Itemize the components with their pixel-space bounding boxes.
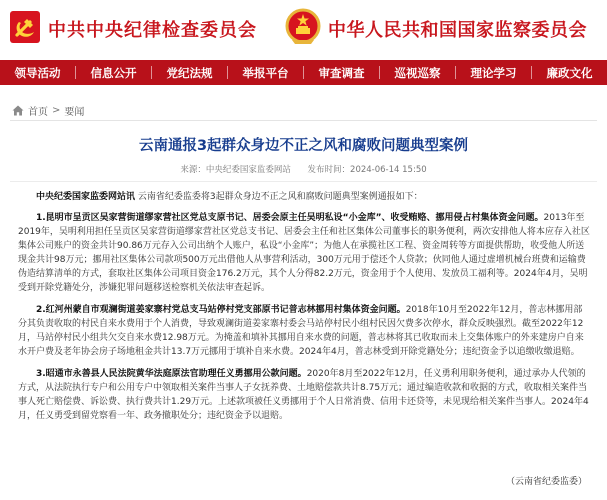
- article-source: 来源：中央纪委国家监委网站: [180, 165, 291, 175]
- article-body: [18, 190, 591, 431]
- case-heading-3: 3.昭通市永善县人民法院黄华法庭原法官助理任义勇挪用公款问题。: [36, 369, 307, 379]
- nav-item-theory[interactable]: 理论学习: [470, 65, 517, 80]
- nsc-site-title[interactable]: 中华人民共和国国家监察委员会: [328, 20, 587, 41]
- article-title: 云南通报3起群众身边不正之风和腐败问题典型案例: [138, 138, 469, 154]
- breadcrumb-current[interactable]: 要闻: [64, 107, 85, 118]
- nav-item-inspection[interactable]: 巡视巡察: [394, 65, 441, 80]
- lead-source: 中央纪委国家监委网站讯: [36, 192, 136, 202]
- case-heading-1: 1.昆明市呈贡区吴家营街道缪家营社区党总支原书记、居委会原主任吴明私设“小金库”、收受贿赂、挪用侵占村集体资金问题。: [36, 213, 544, 223]
- party-emblem-icon: [10, 11, 40, 43]
- nav-item-leadership[interactable]: 领导活动: [14, 65, 61, 80]
- site-header: [0, 0, 607, 60]
- nav-item-disclosure[interactable]: 信息公开: [90, 65, 137, 80]
- home-icon: [12, 105, 24, 116]
- article-date: 发布时间：2024-06-14 15:50: [307, 165, 427, 175]
- meta-divider: [10, 181, 597, 182]
- nav-item-culture[interactable]: 廉政文化: [546, 65, 593, 80]
- breadcrumb: [12, 103, 84, 118]
- nav-item-investigation[interactable]: 审查调查: [318, 65, 365, 80]
- national-emblem-icon: [285, 8, 321, 46]
- case-body-2: 2018年10月至2022年12月，普志林挪用部分其负责收取的村民自来水费用于个人消费，导致观澜街道姜家寨村委会马站停村民小组村民因欠费多次停水，群众反映强烈。截至2022年12月，马站停村民小组共欠交自来水费12.98万元。为掩盖和填补其挪用自来水费的问题，普志林将其已收取而未上交集体账户的外来建房户自来水开户费及老年协会房子场地租金共计13.7万元挪用于填补自来水费。2024年4月，普志林受到开除党籍处分；违纪资金予以追缴收缴退赔。: [18, 305, 584, 357]
- case-body-1: 2013年至2019年，吴明利用担任呈贡区吴家营街道缪家营社区党总支书记、居委会主任和社区集体公司董事长的职务便利，两次安排他人将本应存入社区集体公司账户的资金共计90.86万元存入公司出纳个人账户，私设“小金库”；为他人在承揽社区工程、资金周转等方面提供帮助，收受他人所送现金共计98万元；挪用社区集体公司款项500万元出借他人从事营利活动，300万元用于偿还个人贷款；伙同他人通过虚增机械台班费和运输费伪造结算清单的方式，套取社区集体公司项目资金176.2万元，其个人分得82.2万元，资金用于个人使用、发放员工福利等。2024年4月，吴明受到开除党籍处分，涉嫌犯罪问题移送检察机关依法审查起诉。: [18, 213, 590, 293]
- main-nav: [0, 60, 607, 85]
- lead-paragraph: [18, 190, 591, 204]
- nav-item-regulations[interactable]: 党纪法规: [166, 65, 213, 80]
- case-paragraph-3: [18, 367, 591, 423]
- case-body-3: 2020年8月至2022年12月，任义勇利用职务便利，通过承办人代领的方式，从法院执行专户和公用专户中领取相关案件当事人子女抚养费、土地赔偿款共计8.75万元；通过编造收款和收据的方式，收取相关案件当事人死亡赔偿费、诉讼费、执行费共计1.29万元。上述款项被任义勇挪用于个人日常消费、信用卡还贷等，未见现给相关案件当事人。2024年4月，任义勇受到留党察看一年、政务撤职处分；违纪资金予以退赔。: [18, 369, 589, 421]
- breadcrumb-home[interactable]: 首页: [28, 107, 48, 118]
- article-footer-source: （云南省纪委监委）: [505, 477, 587, 487]
- case-paragraph-1: [18, 211, 591, 295]
- breadcrumb-divider: [10, 120, 597, 121]
- lead-text: 云南省纪委监委将3起群众身边不正之风和腐败问题典型案例通报如下：: [137, 192, 423, 202]
- article-meta: [0, 163, 607, 175]
- breadcrumb-separator: >: [52, 105, 61, 116]
- ccdi-site-title[interactable]: 中共中央纪律检查委员会: [48, 20, 257, 41]
- case-paragraph-2: [18, 303, 591, 359]
- nav-item-reporting[interactable]: 举报平台: [242, 65, 289, 80]
- case-heading-2: 2.红河州蒙自市观澜街道姜家寨村党总支马站停村党支部原书记普志林挪用村集体资金问题。: [36, 305, 406, 315]
